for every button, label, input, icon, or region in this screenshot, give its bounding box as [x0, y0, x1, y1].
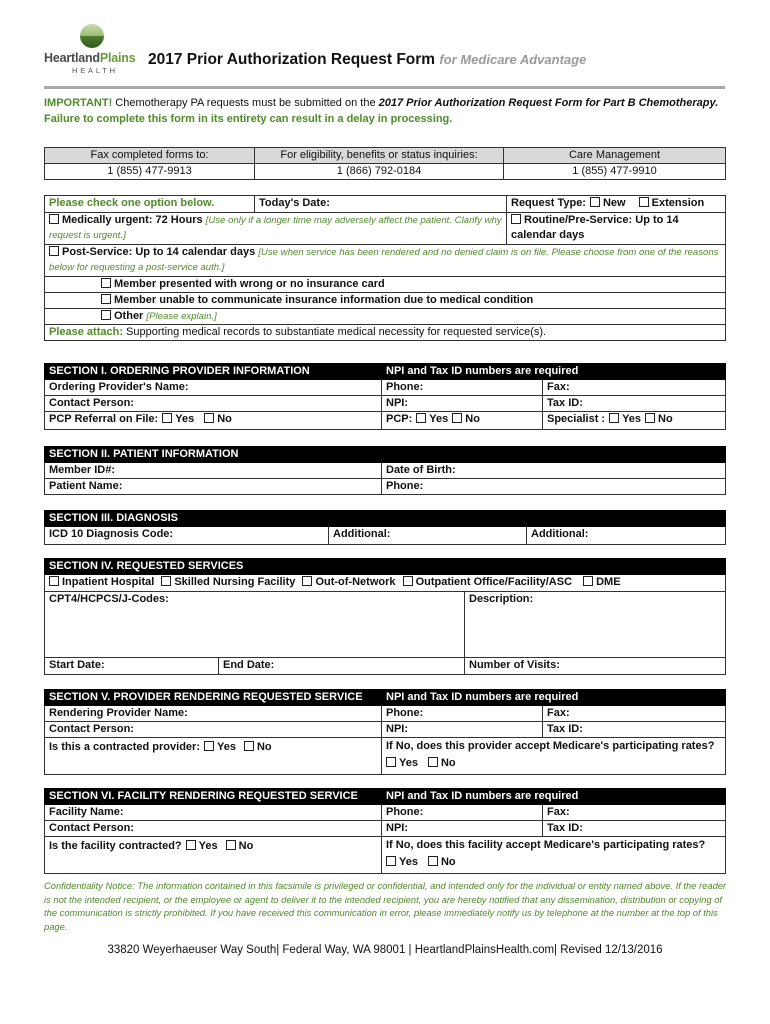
section-4-title: SECTION IV. REQUESTED SERVICES — [45, 559, 726, 575]
service-type-options: Inpatient Hospital Skilled Nursing Facility Out-of-Network Outpatient Office/Facility/ASC DME — [45, 575, 726, 592]
eligibility-number: 1 (866) 792-0184 — [255, 164, 504, 180]
please-attach: Please attach: Supporting medical records to substantiate medical necessity for requested service(s). — [45, 325, 726, 341]
ordering-npi-field[interactable]: NPI: — [382, 396, 543, 412]
reason-wrong-card: Member presented with wrong or no insurance card — [45, 277, 726, 293]
rendering-fax-field[interactable]: Fax: — [543, 706, 726, 722]
company-logo — [44, 24, 156, 74]
icd-code-field[interactable]: ICD 10 Diagnosis Code: — [45, 527, 329, 545]
ordering-contact-field[interactable]: Contact Person: — [45, 396, 382, 412]
facility-contact-field[interactable]: Contact Person: — [45, 821, 382, 837]
extension-checkbox[interactable] — [639, 197, 649, 207]
pcp-referral-field: PCP Referral on File: Yes No — [45, 412, 382, 430]
reason-unable-communicate: Member unable to communicate insurance information due to medical condition — [45, 293, 726, 309]
additional-code-1-field[interactable]: Additional: — [329, 527, 527, 545]
post-service-checkbox[interactable] — [49, 246, 59, 256]
facility-npi-field[interactable]: NPI: — [382, 821, 543, 837]
pcp-referral-yes-checkbox[interactable] — [162, 413, 172, 423]
contracted-provider-no-checkbox[interactable] — [244, 741, 254, 751]
section-2-table — [44, 446, 726, 495]
footer-address: 33820 Weyerhaeuser Way South| Federal Way, WA 98001 | HeartlandPlainsHealth.com| Revised 12/13/2016 — [107, 944, 663, 956]
section-1-table — [44, 363, 726, 430]
additional-code-2-field[interactable]: Additional: — [527, 527, 726, 545]
start-date-field[interactable]: Start Date: — [45, 658, 219, 675]
rendering-phone-field[interactable]: Phone: — [382, 706, 543, 722]
facility-contracted-field: Is the facility contracted? Yes No — [45, 837, 382, 874]
facility-fax-field[interactable]: Fax: — [543, 805, 726, 821]
facility-accept-no-checkbox[interactable] — [428, 856, 438, 866]
rendering-npi-field[interactable]: NPI: — [382, 722, 543, 738]
provider-accept-rates-field: If No, does this provider accept Medicare's participating rates? Yes No — [382, 738, 726, 775]
care-management-label: Care Management — [504, 148, 726, 164]
section-1-title: SECTION I. ORDERING PROVIDER INFORMATION — [45, 364, 382, 380]
routine-option: Routine/Pre-Service: Up to 14 calendar days — [507, 213, 726, 245]
section-5-table — [44, 689, 726, 775]
urgent-checkbox[interactable] — [49, 214, 59, 224]
section-3-title: SECTION III. DIAGNOSIS — [45, 511, 726, 527]
facility-accept-yes-checkbox[interactable] — [386, 856, 396, 866]
specialist-yes-checkbox[interactable] — [609, 413, 619, 423]
logo-name: HeartlandPlains — [44, 51, 136, 65]
reason-other-checkbox[interactable] — [101, 310, 111, 320]
eligibility-label: For eligibility, benefits or status inquiries: — [255, 148, 504, 164]
specialist-no-checkbox[interactable] — [645, 413, 655, 423]
number-of-visits-field[interactable]: Number of Visits: — [465, 658, 726, 675]
ordering-phone-field[interactable]: Phone: — [382, 380, 543, 396]
provider-accept-no-checkbox[interactable] — [428, 757, 438, 767]
provider-accept-yes-checkbox[interactable] — [386, 757, 396, 767]
section-1-npi-note: NPI and Tax ID numbers are required — [382, 364, 726, 380]
section-6-table — [44, 788, 726, 874]
logo-subtitle: HEALTH — [72, 66, 118, 75]
logo-mark-icon — [80, 24, 104, 48]
facility-name-field[interactable]: Facility Name: — [45, 805, 382, 821]
routine-checkbox[interactable] — [511, 214, 521, 224]
section-4-table — [44, 558, 726, 675]
request-type-table — [44, 195, 726, 341]
rendering-taxid-field[interactable]: Tax ID: — [543, 722, 726, 738]
end-date-field[interactable]: End Date: — [219, 658, 465, 675]
patient-name-field[interactable]: Patient Name: — [45, 479, 382, 495]
section-5-npi-note: NPI and Tax ID numbers are required — [382, 690, 726, 706]
section-6-title: SECTION VI. FACILITY RENDERING REQUESTED SERVICE — [45, 789, 382, 805]
snf-checkbox[interactable] — [161, 576, 171, 586]
pcp-referral-no-checkbox[interactable] — [204, 413, 214, 423]
urgent-option: Medically urgent: 72 Hours [Use only if a longer time may adversely affect the patient. Clarify why request is urgent.] — [45, 213, 507, 245]
page-subtitle: for Medicare Advantage — [439, 52, 587, 67]
section-2-title: SECTION II. PATIENT INFORMATION — [45, 447, 726, 463]
reason-wrong-card-checkbox[interactable] — [101, 278, 111, 288]
post-service-option: Post-Service: Up to 14 calendar days [Use when service has been rendered and no denied claim is on file. Please choose from one of the reasons below for requesting a post-service auth.] — [45, 245, 726, 277]
section-6-npi-note: NPI and Tax ID numbers are required — [382, 789, 726, 805]
confidentiality-notice: Confidentiality Notice: The information contained in this facsimile is privileged or confidential, and intended only for the individual or entity named above. If the reader is not the intended recipient, or the employee or agent to deliver it to the intended recipient, you are hereby notified that any dissemination, distribution or copying of the communication is strictly prohibited. If you have received this communication in error, please immediately notify us by telephone at the number at the top of this page. — [44, 880, 727, 932]
care-management-number: 1 (855) 477-9910 — [504, 164, 726, 180]
contracted-provider-field: Is this a contracted provider: Yes No — [45, 738, 382, 775]
cpt-codes-field[interactable]: CPT4/HCPCS/J-Codes: — [45, 592, 465, 658]
member-id-field[interactable]: Member ID#: — [45, 463, 382, 479]
specialist-field: Specialist : Yes No — [543, 412, 726, 430]
facility-phone-field[interactable]: Phone: — [382, 805, 543, 821]
facility-contracted-yes-checkbox[interactable] — [186, 840, 196, 850]
todays-date-field[interactable]: Today's Date: — [255, 196, 507, 213]
patient-phone-field[interactable]: Phone: — [382, 479, 726, 495]
rendering-provider-name-field[interactable]: Rendering Provider Name: — [45, 706, 382, 722]
ordering-fax-field[interactable]: Fax: — [543, 380, 726, 396]
dme-checkbox[interactable] — [583, 576, 593, 586]
ordering-taxid-field[interactable]: Tax ID: — [543, 396, 726, 412]
reason-unable-checkbox[interactable] — [101, 294, 111, 304]
page-title: 2017 Prior Authorization Request Form for Medicare Advantage — [148, 51, 587, 68]
contact-table — [44, 147, 726, 180]
reason-other: Other [Please explain.] — [45, 309, 726, 325]
facility-accept-rates-field: If No, does this facility accept Medicare's participating rates? Yes No — [382, 837, 726, 874]
request-type-field: Request Type: New Extension — [507, 196, 726, 213]
out-of-network-checkbox[interactable] — [302, 576, 312, 586]
header-divider — [44, 86, 725, 89]
new-checkbox[interactable] — [590, 197, 600, 207]
important-notice: IMPORTANT! Chemotherapy PA requests must be submitted on the 2017 Prior Authorization Request Form for Part B Chemotherapy. Failure to complete this form in its entirety can result in a delay in processing. — [44, 97, 719, 125]
rendering-contact-field[interactable]: Contact Person: — [45, 722, 382, 738]
facility-contracted-no-checkbox[interactable] — [226, 840, 236, 850]
outpatient-checkbox[interactable] — [403, 576, 413, 586]
check-one-label: Please check one option below. — [45, 196, 255, 213]
facility-taxid-field[interactable]: Tax ID: — [543, 821, 726, 837]
description-field[interactable]: Description: — [465, 592, 726, 658]
ordering-provider-name-field[interactable]: Ordering Provider's Name: — [45, 380, 382, 396]
fax-label: Fax completed forms to: — [45, 148, 255, 164]
pcp-no-checkbox[interactable] — [452, 413, 462, 423]
section-5-title: SECTION V. PROVIDER RENDERING REQUESTED SERVICE — [45, 690, 382, 706]
inpatient-checkbox[interactable] — [49, 576, 59, 586]
dob-field[interactable]: Date of Birth: — [382, 463, 726, 479]
section-3-table — [44, 510, 726, 545]
pcp-field: PCP: Yes No — [382, 412, 543, 430]
fax-number: 1 (855) 477-9913 — [45, 164, 255, 180]
contracted-provider-yes-checkbox[interactable] — [204, 741, 214, 751]
pcp-yes-checkbox[interactable] — [416, 413, 426, 423]
